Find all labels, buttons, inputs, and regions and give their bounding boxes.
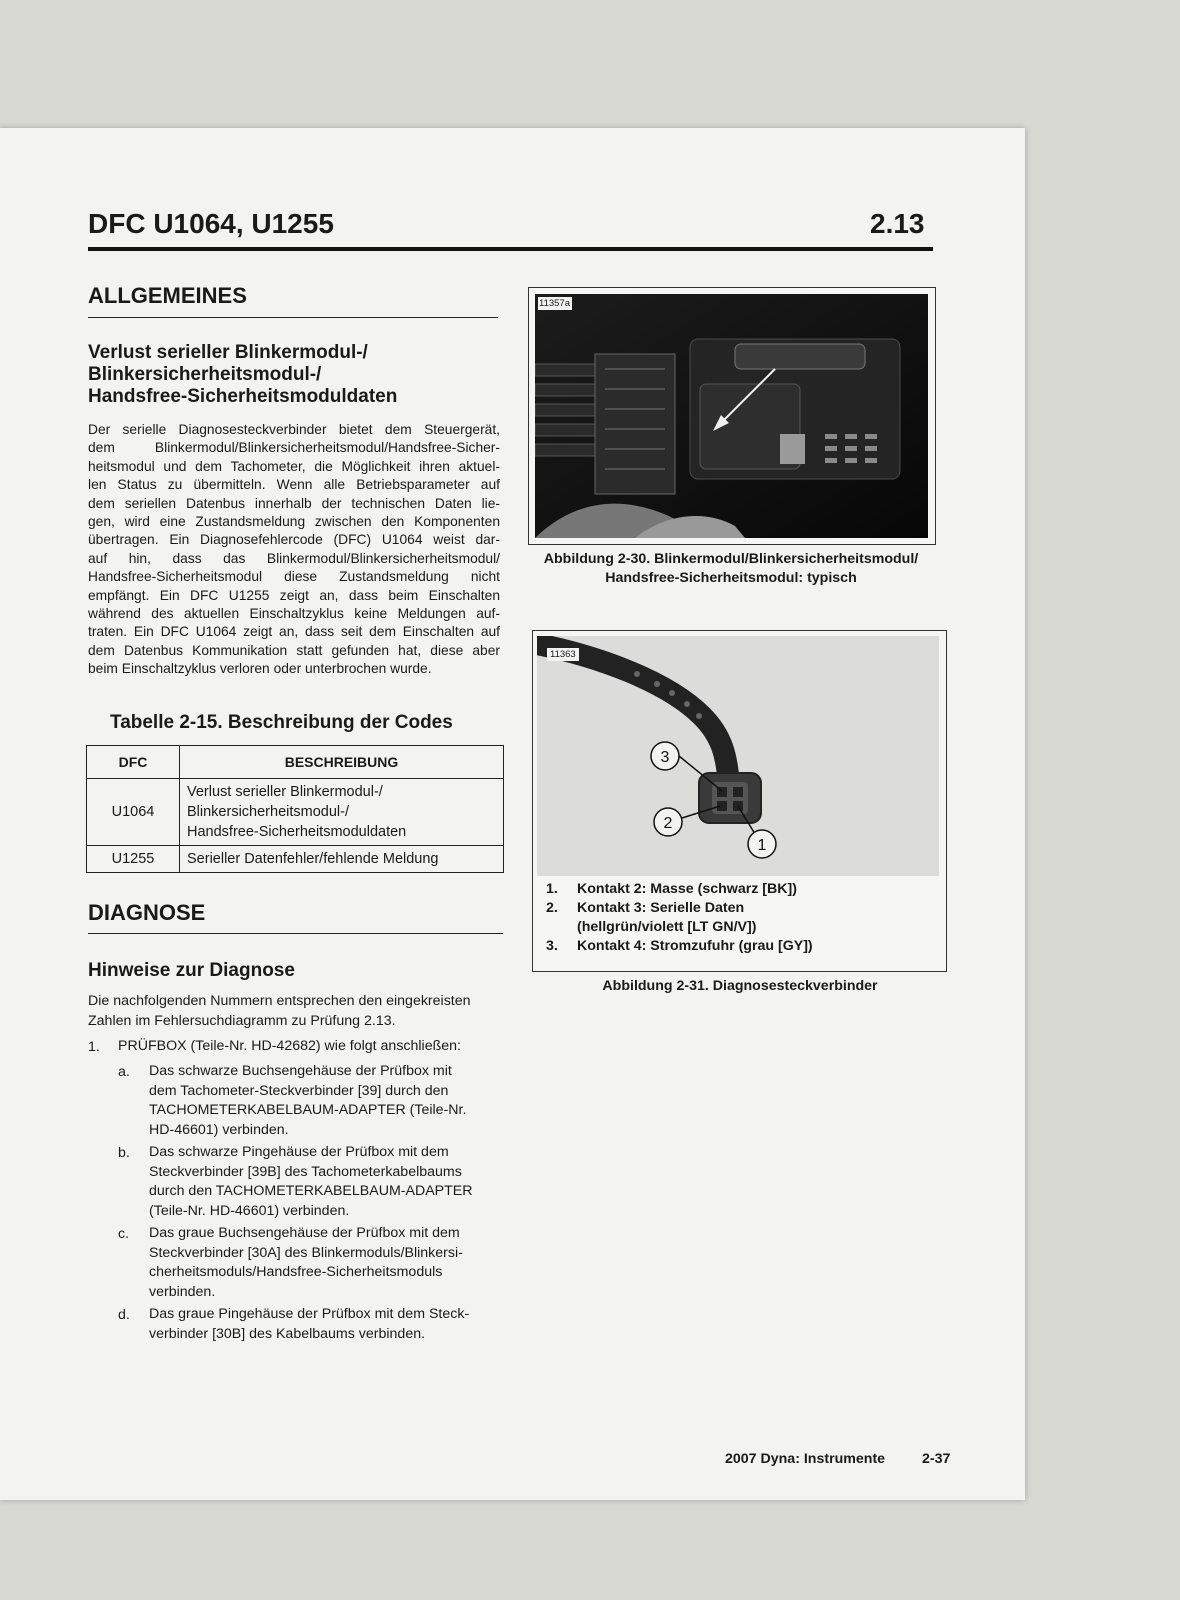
substep-line: TACHOMETERKABELBAUM-ADAPTER (Teile-Nr. — [149, 1102, 467, 1119]
table-row — [87, 846, 504, 873]
substep-line: dem Tachometer-Steckverbinder [39] durch den — [149, 1082, 449, 1099]
paragraph-line: traten. Ein DFC U1064 zeigt an, dass seit dem Einschalten auf — [88, 624, 500, 640]
figure-2-31-caption: Abbildung 2-31. Diagnosesteckverbinder — [602, 978, 878, 994]
substep-line: Das graue Buchsengehäuse der Prüfbox mit dem — [149, 1225, 460, 1241]
paragraph-line: dem seriellen Datenbus innerhalb der technischen Daten lie- — [88, 495, 500, 511]
description-cell — [180, 779, 504, 846]
substep-letter: d. — [118, 1307, 130, 1323]
substep-text — [149, 1224, 507, 1302]
substep-line: Steckverbinder [39B] des Tachometerkabelbaums — [149, 1163, 462, 1180]
substep-line: cherheitsmoduls/Handsfree-Sicherheitsmoduls — [149, 1264, 443, 1281]
substep-line: HD-46601) verbinden. — [149, 1121, 289, 1138]
legend-item — [546, 937, 926, 956]
paragraph-line: gen, wird eine Zustandsmeldung zwischen den Komponenten — [88, 514, 500, 530]
figure-tag: 11363 — [550, 649, 576, 660]
substep-line: Das schwarze Buchsengehäuse der Prüfbox mit — [149, 1063, 452, 1079]
column-header-dfc: DFC — [87, 746, 180, 779]
blinker-module-photo — [535, 294, 928, 538]
section-rule — [88, 317, 498, 318]
diagnose-intro — [88, 992, 508, 1031]
paragraph-line: Der serielle Diagnosesteckverbinder bietet dem Steuergerät, — [88, 422, 500, 437]
substep-text — [149, 1143, 507, 1221]
paragraph-line: len Status zu übermitteln. Wenn alle Betriebsparameter auf — [88, 477, 500, 493]
diagnostic-connector-photo — [537, 636, 939, 876]
description-line: Handsfree-Sicherheitsmoduldaten — [187, 824, 407, 840]
callout-2: 2 — [663, 815, 673, 832]
subheading-verlust — [88, 342, 508, 408]
section-rule — [88, 933, 503, 934]
figure-tag: 11357a — [539, 298, 570, 309]
paragraph-line: Handsfree-Sicherheitsmodul diese Zustandsmeldung nicht — [88, 569, 500, 585]
legend-text: Kontakt 4: Stromzufuhr (grau [GY]) — [577, 938, 813, 954]
column-header-beschreibung: BESCHREIBUNG — [180, 746, 504, 779]
subheading-hinweise: Hinweise zur Diagnose — [88, 960, 295, 981]
substep-text — [149, 1062, 507, 1140]
code-cell: U1255 — [87, 846, 180, 873]
legend-item — [546, 899, 926, 937]
caption-line: Handsfree-Sicherheitsmodul: typisch — [605, 570, 857, 586]
legend-num: 1. — [546, 881, 558, 897]
paragraph-line: beim Einschaltzyklus verloren oder unterbrochen wurde. — [88, 661, 432, 677]
section-number: 2.13 — [870, 208, 925, 239]
table-header-row — [87, 746, 504, 779]
paragraph-line: übertragen. Ein Diagnosefehlercode (DFC) U1064 weist dar- — [88, 532, 500, 548]
substep-letter: b. — [118, 1145, 130, 1161]
table-row — [87, 779, 504, 846]
substep-line: Das schwarze Pingehäuse der Prüfbox mit dem — [149, 1144, 449, 1160]
legend-text — [577, 899, 756, 937]
page-number: 2-37 — [922, 1451, 951, 1467]
callout-3: 3 — [660, 749, 670, 766]
footer-text: 2007 Dyna: Instrumente — [725, 1451, 886, 1467]
legend-line: Kontakt 3: Serielle Daten — [577, 900, 745, 916]
substep-line: Das graue Pingehäuse der Prüfbox mit dem Steck- — [149, 1306, 470, 1322]
paragraph-line: auf hin, dass das Blinkermodul/Blinkersicherheitsmodul/ — [88, 550, 500, 566]
description-cell — [180, 846, 504, 873]
step-number: 1. — [88, 1039, 100, 1055]
code-cell: U1064 — [87, 779, 180, 846]
legend-item — [546, 880, 926, 899]
substep-line: Steckverbinder [30A] des Blinkermoduls/Blinkersi- — [149, 1244, 463, 1261]
paragraph-line: während des aktuellen Einschaltzyklus keine Meldungen auf- — [88, 606, 500, 622]
legend-num: 2. — [546, 900, 558, 916]
header-rule — [88, 247, 933, 251]
intro-paragraph — [88, 421, 500, 679]
substep-text — [149, 1305, 507, 1344]
description-line: Verlust serieller Blinkermodul-/ — [187, 784, 383, 800]
description-line: Serieller Datenfehler/fehlende Meldung — [187, 851, 439, 867]
substep-line: verbinder [30B] des Kabelbaums verbinden. — [149, 1325, 426, 1342]
legend-line: (hellgrün/violett [LT GN/V]) — [577, 919, 757, 935]
codes-table — [86, 745, 504, 873]
figure-2-30-caption — [528, 550, 934, 588]
heading-diagnose: DIAGNOSE — [88, 900, 206, 925]
intro-line: Zahlen im Fehlersuchdiagramm zu Prüfung 2.13. — [88, 1012, 396, 1029]
figure-2-31-legend — [546, 880, 926, 956]
substep-line: durch den TACHOMETERKABELBAUM-ADAPTER — [149, 1183, 473, 1200]
substep-letter: c. — [118, 1226, 130, 1242]
paragraph-line: dem Datenbus Kommunikation statt gefunden hat, diese aber — [88, 642, 500, 658]
legend-text: Kontakt 2: Masse (schwarz [BK]) — [577, 881, 797, 897]
table-caption: Tabelle 2-15. Beschreibung der Codes — [110, 712, 453, 733]
subheading-line: Handsfree-Sicherheitsmoduldaten — [88, 386, 398, 407]
paragraph-line: heitsmodul und dem Tachometer, die Möglichkeit ihren aktuel- — [88, 458, 500, 474]
subheading-line: Blinkersicherheitsmodul-/ — [88, 364, 322, 385]
heading-allgemeines: ALLGEMEINES — [88, 283, 247, 308]
caption-line: Abbildung 2-30. Blinkermodul/Blinkersicherheitsmodul/ — [543, 551, 919, 567]
callout-1: 1 — [757, 837, 767, 854]
paragraph-line: empfängt. Ein DFC U1255 zeigt an, dass beim Einschalten — [88, 587, 500, 603]
substep-line: verbinden. — [149, 1283, 216, 1300]
legend-num: 3. — [546, 938, 558, 954]
subheading-line: Verlust serieller Blinkermodul-/ — [88, 342, 368, 363]
description-line: Blinkersicherheitsmodul-/ — [187, 804, 349, 820]
substep-letter: a. — [118, 1064, 130, 1080]
page-title: DFC U1064, U1255 — [88, 208, 334, 239]
step-text: PRÜFBOX (Teile-Nr. HD-42682) wie folgt anschließen: — [118, 1038, 461, 1054]
intro-line: Die nachfolgenden Nummern entsprechen den eingekreisten — [88, 993, 471, 1009]
substep-line: (Teile-Nr. HD-46601) verbinden. — [149, 1202, 350, 1219]
paragraph-line: dem Blinkermodul/Blinkersicherheitsmodul/Handsfree-Sicher- — [88, 440, 500, 456]
